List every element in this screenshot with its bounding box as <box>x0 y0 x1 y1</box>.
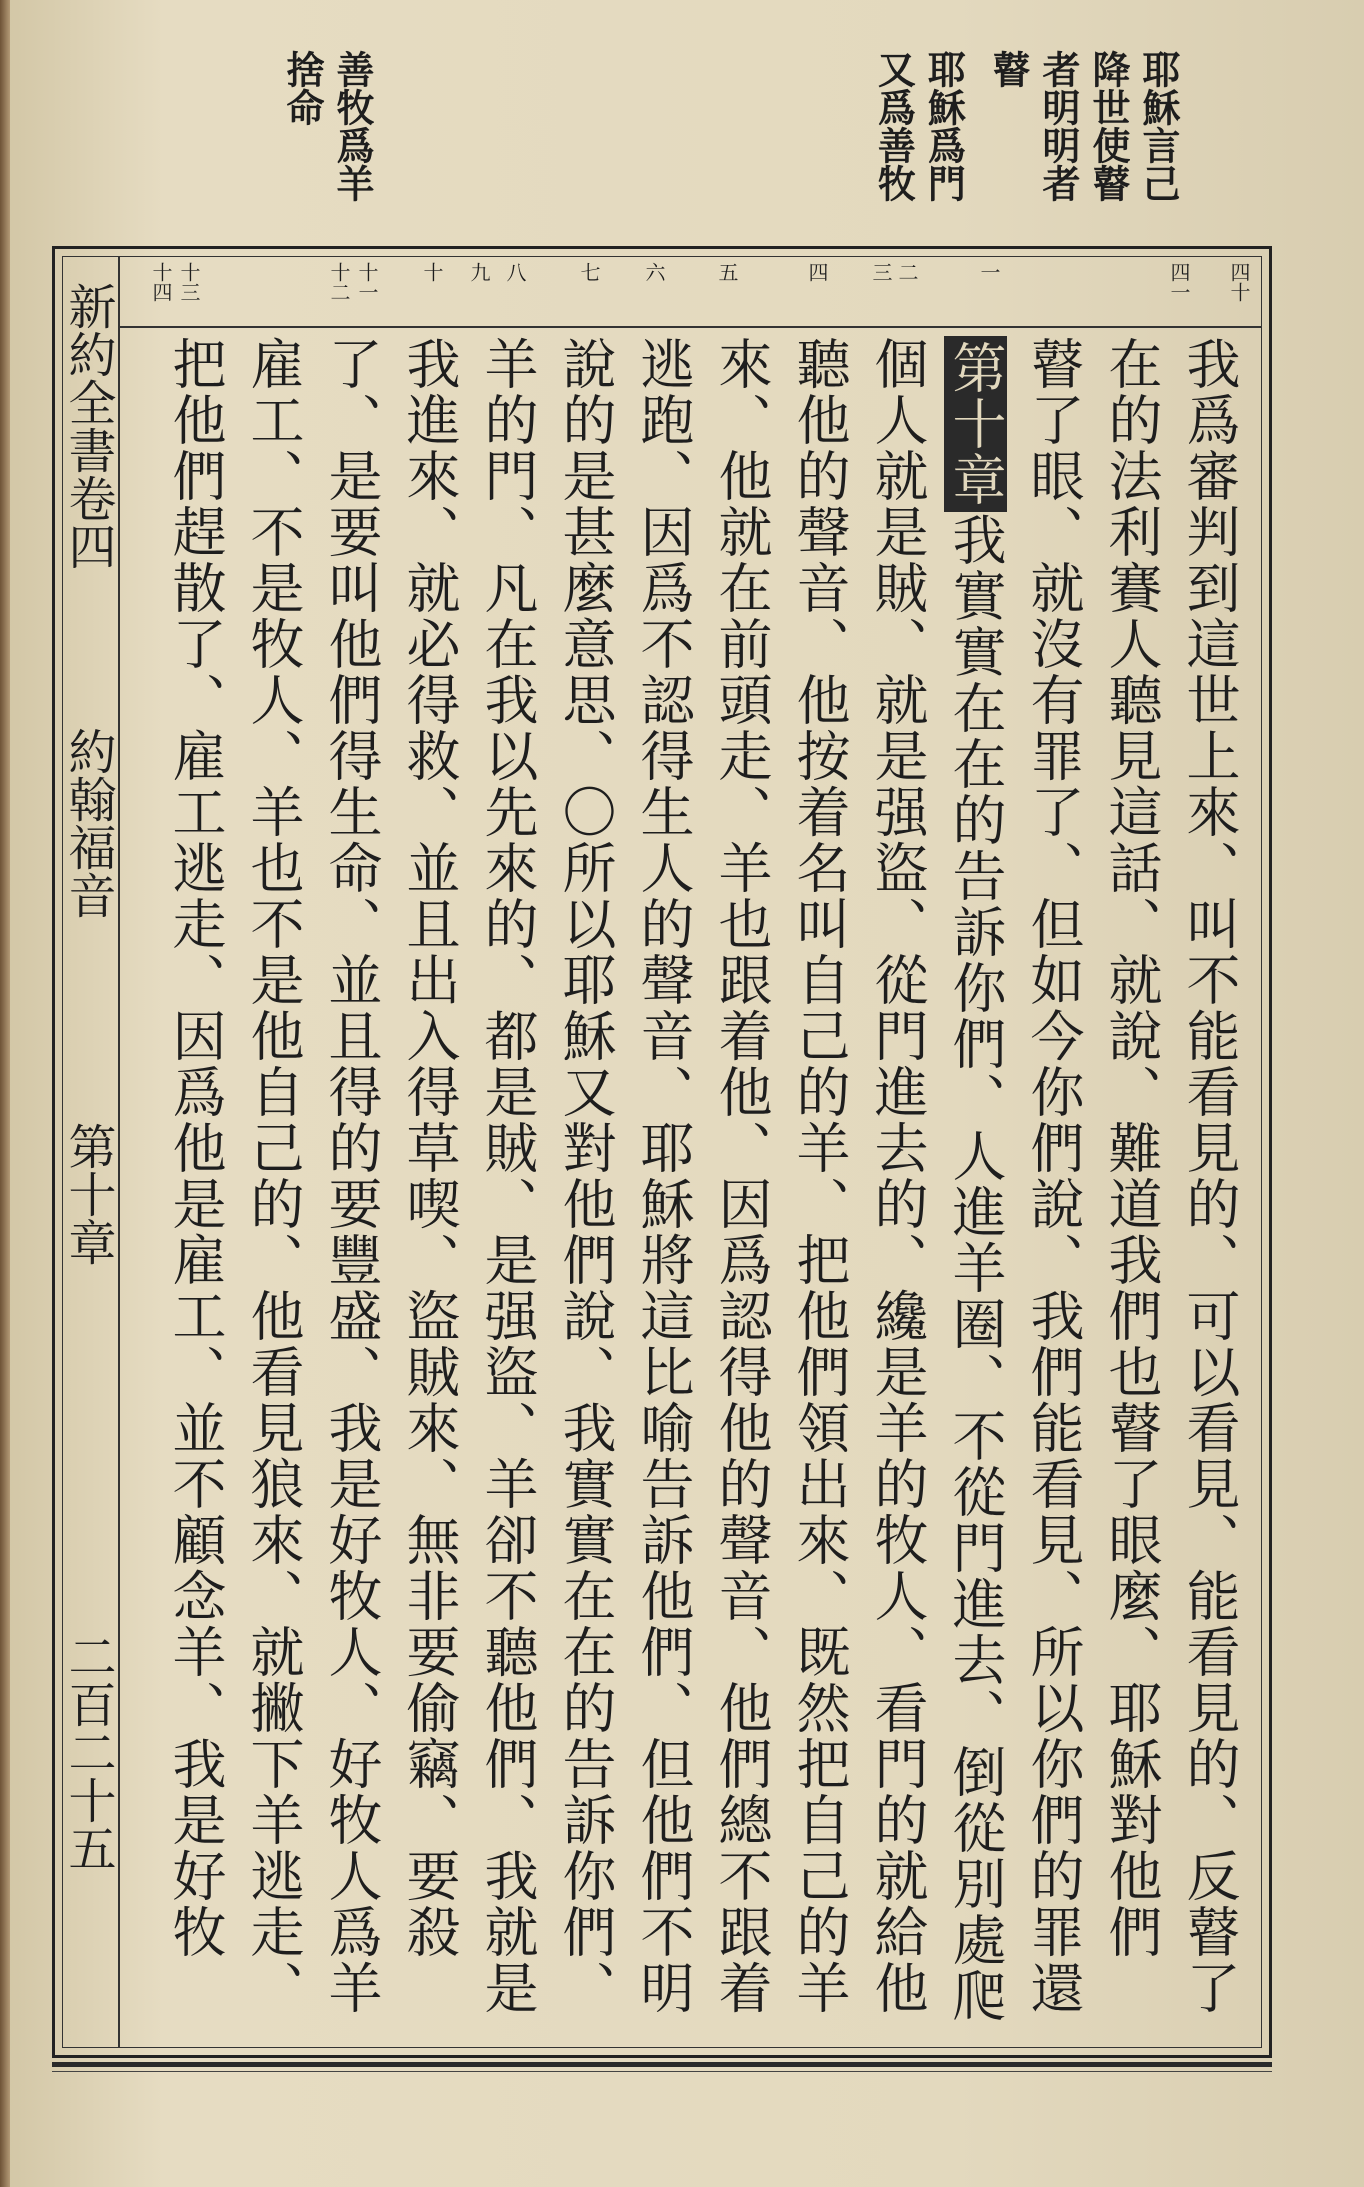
verse-number: 十四 <box>149 262 173 302</box>
verse-number: 十一 <box>355 262 379 302</box>
margin-note: 瞽 <box>986 50 1031 88</box>
margin-note: 耶穌爲門 <box>921 50 967 202</box>
text-column: 了、是要叫他們得生命、並且得的要豐盛、我是好牧人、好牧人爲羊 <box>320 336 383 2016</box>
verse-number: 四 <box>805 262 829 282</box>
verse-number-band <box>120 262 1262 324</box>
margin-note: 捨命 <box>280 50 325 126</box>
verse-number: 二 <box>895 262 919 282</box>
verse-number: 四十 <box>1227 262 1251 302</box>
gospel-title: 約翰福音 <box>60 727 116 919</box>
text-column: 在的法利賽人聽見這話、就說、難道我們也瞽了眼麼、耶穌對他們 <box>1100 336 1163 1960</box>
margin-note: 降世使瞽 <box>1086 50 1131 202</box>
verse-number: 五 <box>715 262 739 282</box>
text-column: 個人就是賊、就是强盜、從門進去的、纔是羊的牧人、看門的就給他 <box>866 336 929 2016</box>
verse-number: 三 <box>869 262 893 282</box>
text-column: 我進來、就必得救、並且出入得草喫、盜賊來、無非要偷竊、要殺 <box>398 336 461 1960</box>
text-column: 聽他的聲音、他按着名叫自己的羊、把他們領出來、既然把自己的羊 <box>788 336 851 2016</box>
verse-number: 七 <box>577 262 601 282</box>
running-head-divider <box>118 256 120 2048</box>
verse-number: 八 <box>503 262 527 282</box>
verse-number: 十 <box>420 262 444 282</box>
text-column <box>942 336 1008 2041</box>
text-column: 把他們趕散了、雇工逃走、因爲他是雇工、並不顧念羊、我是好牧 <box>164 336 227 1960</box>
text-column: 來、他就在前頭走、羊也跟着他、因爲認得他的聲音、他們總不跟着 <box>710 336 773 2016</box>
verse-number: 十二 <box>327 262 351 302</box>
verse-number: 九 <box>467 262 491 282</box>
text-column: 我爲審判到這世上來、叫不能看見的、可以看見、能看見的、反瞽了 <box>1178 336 1241 2016</box>
book-title: 新約全書卷四 <box>60 282 116 570</box>
margin-note: 耶穌言己 <box>1136 50 1181 202</box>
page-number: 二百二十五 <box>60 1632 116 1872</box>
running-head <box>60 272 116 2032</box>
bottom-rule <box>52 2062 1272 2067</box>
text-column: 說的是甚麼意思、〇所以耶穌又對他們說、我實實在在的告訴你們、 <box>554 336 617 2016</box>
text-column: 雇工、不是牧人、羊也不是他自己的、他看見狼來、就撇下羊逃走、 <box>242 336 305 2016</box>
chapter-heading-mark: 第十章 <box>944 336 1007 512</box>
text-column: 逃跑、因爲不認得生人的聲音、耶穌將這比喻告訴他們、但他們不明 <box>632 336 695 2016</box>
chapter-title: 第十章 <box>60 1122 116 1266</box>
verse-number: 六 <box>642 262 666 282</box>
verse-number: 十三 <box>177 262 201 302</box>
text-column: 瞽了眼、就沒有罪了、但如今你們說、我們能看見、所以你們的罪還 <box>1022 336 1085 2016</box>
scripture-body <box>132 336 1252 2046</box>
verse-number: 一 <box>977 262 1001 282</box>
margin-note: 又爲善牧 <box>871 50 917 202</box>
margin-notes <box>280 50 1180 230</box>
text-column: 羊的門、凡在我以先來的、都是賊、是强盜、羊卻不聽他們、我就是 <box>476 336 539 2016</box>
page-edge <box>0 0 10 2187</box>
text-column-body: 我實實在在的告訴你們、人進羊圈、不從門進去、倒從別處爬 <box>944 512 1007 2024</box>
bottom-rule-thin <box>52 2071 1272 2072</box>
margin-note: 善牧爲羊 <box>330 50 375 202</box>
verse-band-divider <box>120 326 1262 328</box>
verse-number: 四一 <box>1167 262 1191 302</box>
margin-note: 者明明者 <box>1036 50 1081 202</box>
